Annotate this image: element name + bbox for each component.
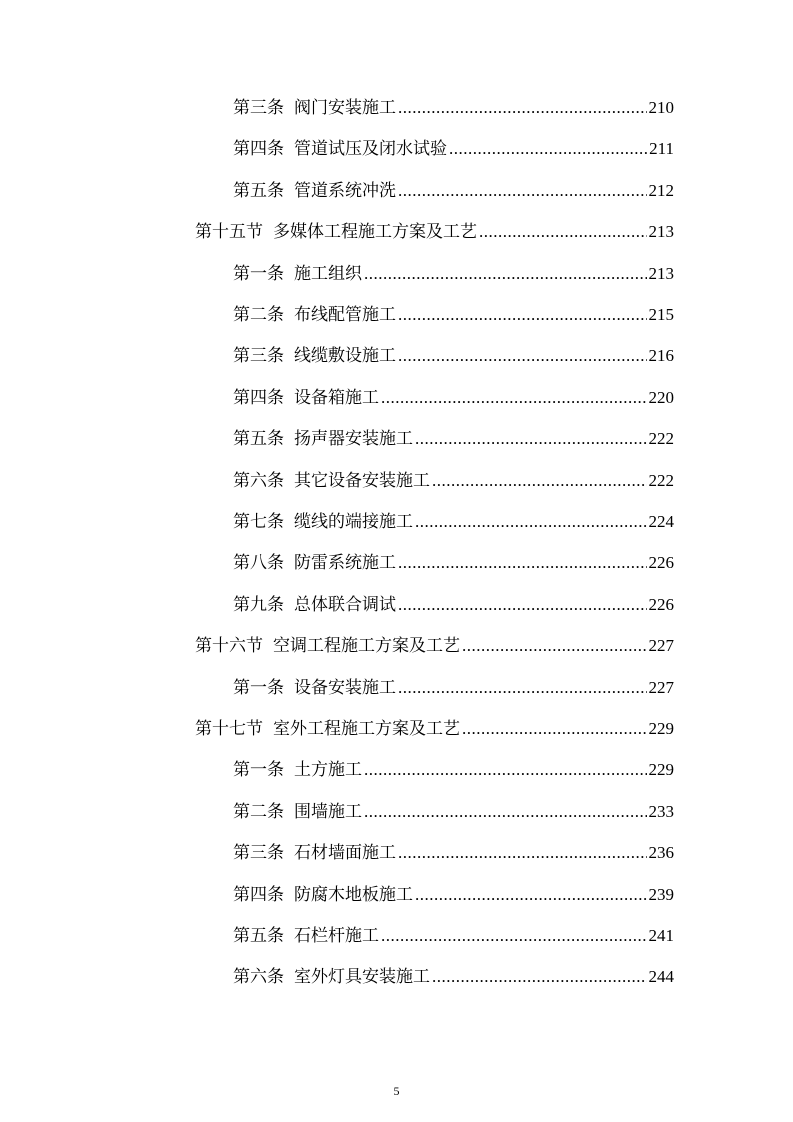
toc-entry-number: 第二条 — [233, 801, 284, 822]
toc-dot-leader — [364, 752, 647, 788]
toc-dot-leader — [415, 421, 647, 457]
toc-dot-leader — [462, 628, 647, 664]
toc-entry-number: 第三条 — [233, 843, 284, 864]
toc-entry[interactable] — [233, 794, 674, 830]
toc-entry-title: 石栏杆施工 — [294, 926, 379, 946]
toc-entry-title: 石材墙面施工 — [294, 843, 396, 864]
toc-entry-title: 阀门安装施工 — [294, 98, 396, 118]
toc-entry-page: 233 — [648, 801, 674, 821]
toc-entry[interactable] — [233, 463, 674, 499]
toc-entry-number: 第四条 — [233, 884, 284, 905]
toc-entry-page: 244 — [648, 967, 674, 987]
toc-entry-title: 防腐木地板施工 — [294, 884, 413, 905]
toc-entry[interactable] — [233, 752, 674, 788]
toc-entry-number: 第六条 — [233, 967, 284, 988]
toc-entry-number: 第八条 — [233, 553, 284, 574]
toc-dot-leader — [449, 131, 647, 167]
toc-entry[interactable] — [195, 628, 674, 664]
toc-entry-number: 第三条 — [233, 346, 284, 367]
toc-dot-leader — [398, 90, 647, 126]
toc-entry-page: 222 — [648, 429, 674, 449]
toc-entry-title: 管道试压及闭水试验 — [294, 139, 447, 160]
toc-entry-page: 213 — [648, 222, 674, 242]
toc-entry-page: 222 — [648, 470, 674, 490]
toc-entry-number: 第十五节 — [195, 222, 263, 243]
toc-entry-number: 第一条 — [233, 760, 284, 781]
toc-entry[interactable] — [195, 214, 674, 250]
toc-entry-number: 第七条 — [233, 512, 284, 532]
toc-dot-leader — [381, 380, 647, 416]
toc-dot-leader — [398, 297, 647, 333]
toc-dot-leader — [462, 711, 647, 747]
toc-entry-number: 第五条 — [233, 429, 284, 450]
toc-dot-leader — [479, 214, 647, 250]
toc-dot-leader — [432, 463, 647, 499]
toc-entry-title: 防雷系统施工 — [294, 553, 396, 574]
toc-dot-leader — [364, 794, 647, 830]
toc-entry-title: 空调工程施工方案及工艺 — [273, 636, 460, 657]
toc-entry[interactable] — [233, 297, 674, 333]
toc-entry-number: 第五条 — [233, 926, 284, 946]
toc-entry-page: 241 — [648, 926, 674, 945]
toc-dot-leader — [398, 835, 647, 871]
toc-entry-title: 其它设备安装施工 — [294, 470, 430, 491]
toc-entry-title: 布线配管施工 — [294, 305, 396, 325]
toc-entry-number: 第十七节 — [195, 719, 263, 739]
toc-entry-page: 226 — [648, 594, 674, 614]
toc-dot-leader — [398, 670, 647, 706]
toc-entry[interactable] — [233, 587, 674, 623]
toc-dot-leader — [381, 918, 647, 954]
toc-entry-page: 224 — [648, 512, 674, 531]
toc-entry-page: 220 — [648, 387, 674, 407]
toc-entry-title: 围墙施工 — [294, 801, 362, 822]
toc-entry-title: 总体联合调试 — [294, 594, 396, 615]
toc-entry[interactable] — [233, 504, 674, 540]
toc-entry-page: 216 — [648, 346, 674, 366]
toc-dot-leader — [398, 173, 647, 209]
toc-entry-number: 第四条 — [233, 139, 284, 160]
toc-dot-leader — [398, 545, 647, 581]
toc-entry-title: 扬声器安装施工 — [294, 429, 413, 450]
toc-entry-title: 设备箱施工 — [294, 387, 379, 408]
toc-entry-page: 226 — [648, 553, 674, 573]
toc-entry-page: 215 — [648, 305, 674, 324]
toc-entry-title: 施工组织 — [294, 263, 362, 284]
toc-entry-page: 239 — [648, 884, 674, 904]
toc-entry-number: 第三条 — [233, 98, 284, 118]
toc-entry[interactable] — [233, 835, 674, 871]
toc-entry-number: 第五条 — [233, 180, 284, 201]
toc-entry-page: 213 — [648, 263, 674, 283]
toc-entry-title: 缆线的端接施工 — [294, 512, 413, 532]
toc-entry-title: 室外灯具安装施工 — [294, 967, 430, 988]
toc-dot-leader — [398, 338, 647, 374]
toc-entry-page: 236 — [648, 843, 674, 863]
toc-entry-title: 线缆敷设施工 — [294, 346, 396, 367]
toc-entry-title: 设备安装施工 — [294, 677, 396, 698]
toc-entry[interactable] — [195, 711, 674, 747]
toc-entry-title: 土方施工 — [294, 760, 362, 781]
toc-entry-number: 第一条 — [233, 263, 284, 284]
toc-entry-number: 第一条 — [233, 677, 284, 698]
toc-entry-page: 210 — [648, 98, 674, 117]
toc-entry[interactable] — [233, 545, 674, 581]
toc-entry[interactable] — [233, 877, 674, 913]
toc-entry-page: 211 — [649, 139, 674, 159]
toc-entry-number: 第十六节 — [195, 636, 263, 657]
toc-dot-leader — [415, 504, 647, 540]
toc-dot-leader — [398, 587, 647, 623]
toc-entry-page: 212 — [648, 180, 674, 200]
toc-entry-number: 第四条 — [233, 387, 284, 408]
toc-dot-leader — [432, 959, 647, 995]
toc-entry-page: 229 — [648, 760, 674, 780]
toc-entry[interactable] — [233, 131, 674, 167]
toc-dot-leader — [364, 256, 647, 292]
toc-entry-page: 227 — [648, 677, 674, 697]
toc-entry-title: 管道系统冲洗 — [294, 180, 396, 201]
toc-entry-title: 多媒体工程施工方案及工艺 — [273, 222, 477, 243]
toc-entry-page: 227 — [648, 636, 674, 656]
toc-entry-number: 第二条 — [233, 305, 284, 325]
toc-entry[interactable] — [233, 90, 674, 126]
toc-entry[interactable] — [233, 959, 674, 995]
page-number: 5 — [393, 1084, 400, 1098]
toc-entry[interactable] — [233, 380, 674, 416]
toc-entry[interactable] — [233, 670, 674, 706]
toc-entry-number: 第九条 — [233, 594, 284, 615]
toc-entry[interactable] — [233, 421, 674, 457]
toc-entry-page: 229 — [648, 719, 674, 738]
toc-entry[interactable] — [233, 338, 674, 374]
toc-entry[interactable] — [233, 256, 674, 292]
toc-entry-number: 第六条 — [233, 470, 284, 491]
toc-dot-leader — [415, 877, 647, 913]
toc-entry[interactable] — [233, 173, 674, 209]
toc-entry[interactable] — [233, 918, 674, 954]
toc-entry-title: 室外工程施工方案及工艺 — [273, 719, 460, 739]
